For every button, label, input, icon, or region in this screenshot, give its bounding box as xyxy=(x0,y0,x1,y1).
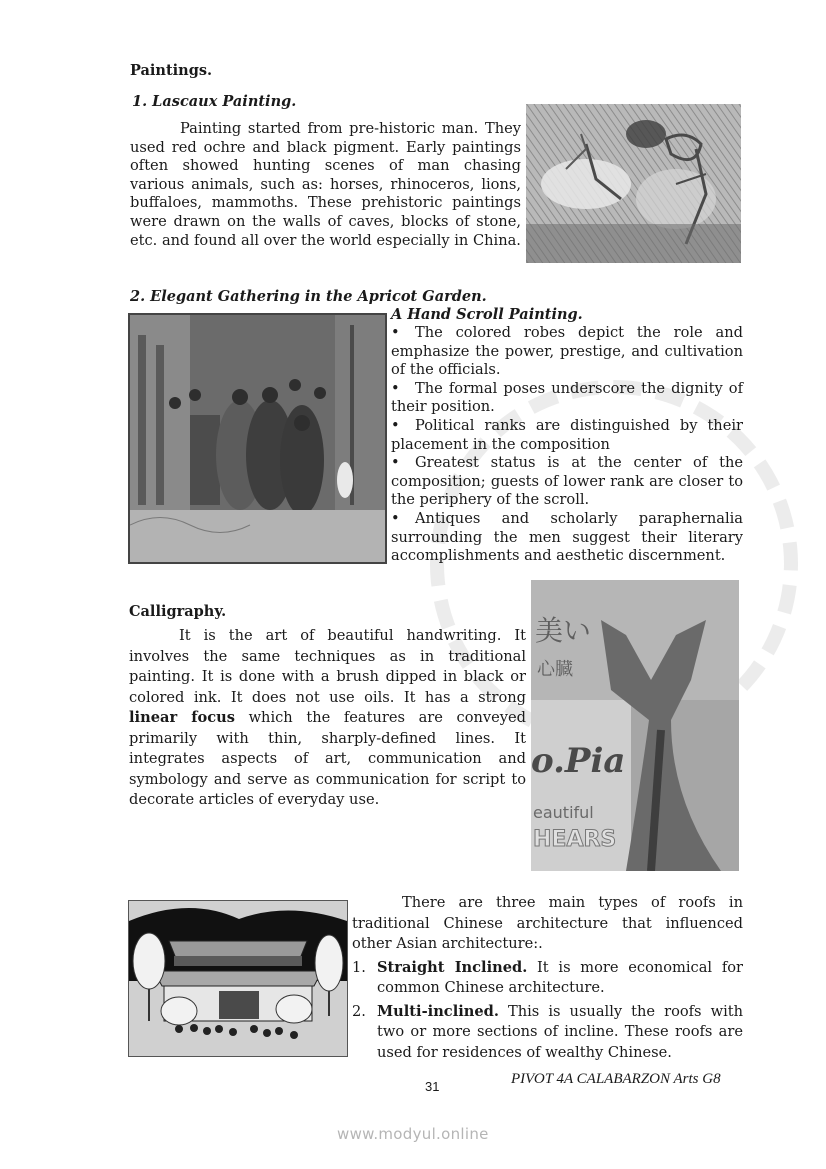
bullet-item: • The colored robes depict the role and emphasize the power, prestige, and cultivation of the officials. xyxy=(391,324,743,379)
cave-painting-graphic xyxy=(526,104,741,263)
building-graphic xyxy=(129,901,347,1056)
calligraphy-tree-graphic xyxy=(531,580,739,871)
bullet-item: • Antiques and scholarly paraphernalia surrounding the men suggest their literary accomplishments and aesthetic discernment. xyxy=(391,509,743,565)
elegant-gathering-image xyxy=(128,313,387,564)
bullet-icon: • xyxy=(391,416,400,434)
calligraphy-paragraph: It is the art of beautiful handwriting. It involves the same techniques as in traditional painting. It is done with a brush dipped in black or colored ink. It does not use oils. It has a strong linear focus which the features are conveyed primarily with thin, sharply-defined lines. It integrates aspects of art, communication and symbology and serve as communication for script to decorate articles of everyday use. xyxy=(129,627,527,808)
bullet-item: • The formal poses underscore the dignity of their position. xyxy=(391,379,743,416)
roof-type-item: 1. Straight Inclined. It is more economical for common Chinese architecture. xyxy=(352,958,743,996)
svg-text:eautiful: eautiful xyxy=(533,803,594,822)
page-number: 31 xyxy=(425,1079,440,1094)
chinese-building-image xyxy=(128,900,348,1057)
scroll-painting-graphic xyxy=(130,315,385,562)
website-watermark: www.modyul.online xyxy=(337,1125,489,1143)
bullet-icon: • xyxy=(391,324,400,341)
architecture-section xyxy=(352,893,743,1066)
linear-focus-term: linear focus xyxy=(129,709,235,726)
bullet-icon: • xyxy=(391,379,400,397)
bullet-icon: • xyxy=(391,509,400,527)
lascaux-title: 1. Lascaux Painting. xyxy=(132,93,297,110)
bullet-item: • Greatest status is at the center of the composition; guests of lower rank are closer to the periphery of the scroll. xyxy=(391,454,743,509)
lascaux-painting-image xyxy=(526,104,741,263)
calligraphy-image xyxy=(531,580,739,871)
roofs-intro: There are three main types of roofs in traditional Chinese architecture that influenced other Asian architecture:. xyxy=(352,894,743,952)
hand-scroll-bullet-list xyxy=(391,324,743,566)
roof-type-item: 2. Multi-inclined. This is usually the roofs with two or more sections of incline. These roofs are used for residences of wealthy Chinese. xyxy=(352,1002,743,1061)
roof-types-list xyxy=(352,958,743,1064)
svg-text:美い: 美い xyxy=(535,614,592,647)
svg-text:o.Pia: o.Pia xyxy=(531,741,626,781)
svg-text:HEARS: HEARS xyxy=(533,827,617,852)
footer-title: PIVOT 4A CALABARZON Arts G8 xyxy=(511,1071,721,1087)
section-heading-calligraphy: Calligraphy. xyxy=(129,603,227,620)
bullet-item: • Political ranks are distinguished by their placement in the composition xyxy=(391,416,743,453)
bullet-icon: • xyxy=(391,454,400,472)
hand-scroll-subtitle: A Hand Scroll Painting. xyxy=(391,306,583,323)
lascaux-paragraph: Painting started from pre-historic man. They used red ochre and black pigment. Early paintings often showed hunting scenes of man chasing various animals, such as: horses, rhinoceros, lions, buffaloes, mammoths. These prehistoric paintings were drawn on the walls of caves, blocks of stone, etc. and found all over the world especially in China. xyxy=(130,120,521,249)
svg-text:心臓: 心臓 xyxy=(537,659,573,680)
elegant-gathering-title: 2. Elegant Gathering in the Apricot Garden. xyxy=(130,288,487,305)
section-heading-paintings: Paintings. xyxy=(130,62,213,79)
